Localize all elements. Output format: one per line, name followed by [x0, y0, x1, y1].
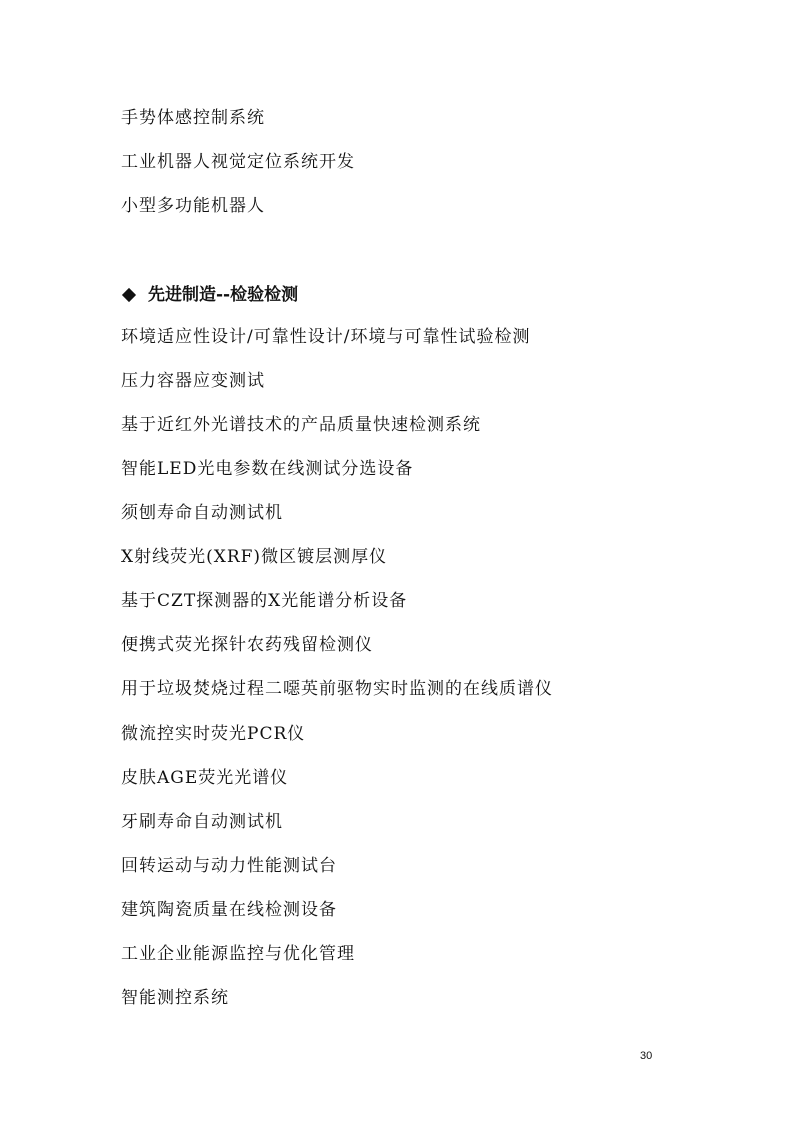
list-item: 工业机器人视觉定位系统开发: [121, 152, 355, 172]
list-item: X射线荧光(XRF)微区镀层测厚仪: [121, 547, 388, 567]
list-item: 环境适应性设计/可靠性设计/环境与可靠性试验检测: [121, 327, 531, 347]
list-item: 用于垃圾焚烧过程二噁英前驱物实时监测的在线质谱仪: [121, 679, 553, 699]
list-item: 皮肤AGE荧光光谱仪: [121, 768, 289, 788]
page-number: 30: [640, 1050, 653, 1062]
list-item: 建筑陶瓷质量在线检测设备: [121, 900, 337, 920]
list-item: 智能LED光电参数在线测试分选设备: [121, 459, 414, 479]
diamond-bullet-icon: [122, 288, 136, 302]
list-item: 回转运动与动力性能测试台: [121, 856, 337, 876]
list-item: 便携式荧光探针农药残留检测仪: [121, 635, 373, 655]
list-item: 基于CZT探测器的X光能谱分析设备: [121, 591, 408, 611]
section-heading: [121, 284, 298, 306]
list-item: 微流控实时荧光PCR仪: [121, 724, 306, 744]
section-title: 先进制造--检验检测: [148, 285, 299, 305]
list-item: 牙刷寿命自动测试机: [121, 812, 283, 832]
list-item: 须刨寿命自动测试机: [121, 503, 283, 523]
list-item: 智能测控系统: [121, 988, 229, 1008]
list-item: 手势体感控制系统: [121, 108, 265, 128]
list-item: 工业企业能源监控与优化管理: [121, 944, 355, 964]
list-item: 基于近红外光谱技术的产品质量快速检测系统: [121, 415, 481, 435]
list-item: 小型多功能机器人: [121, 196, 265, 216]
list-item: 压力容器应变测试: [121, 371, 265, 391]
